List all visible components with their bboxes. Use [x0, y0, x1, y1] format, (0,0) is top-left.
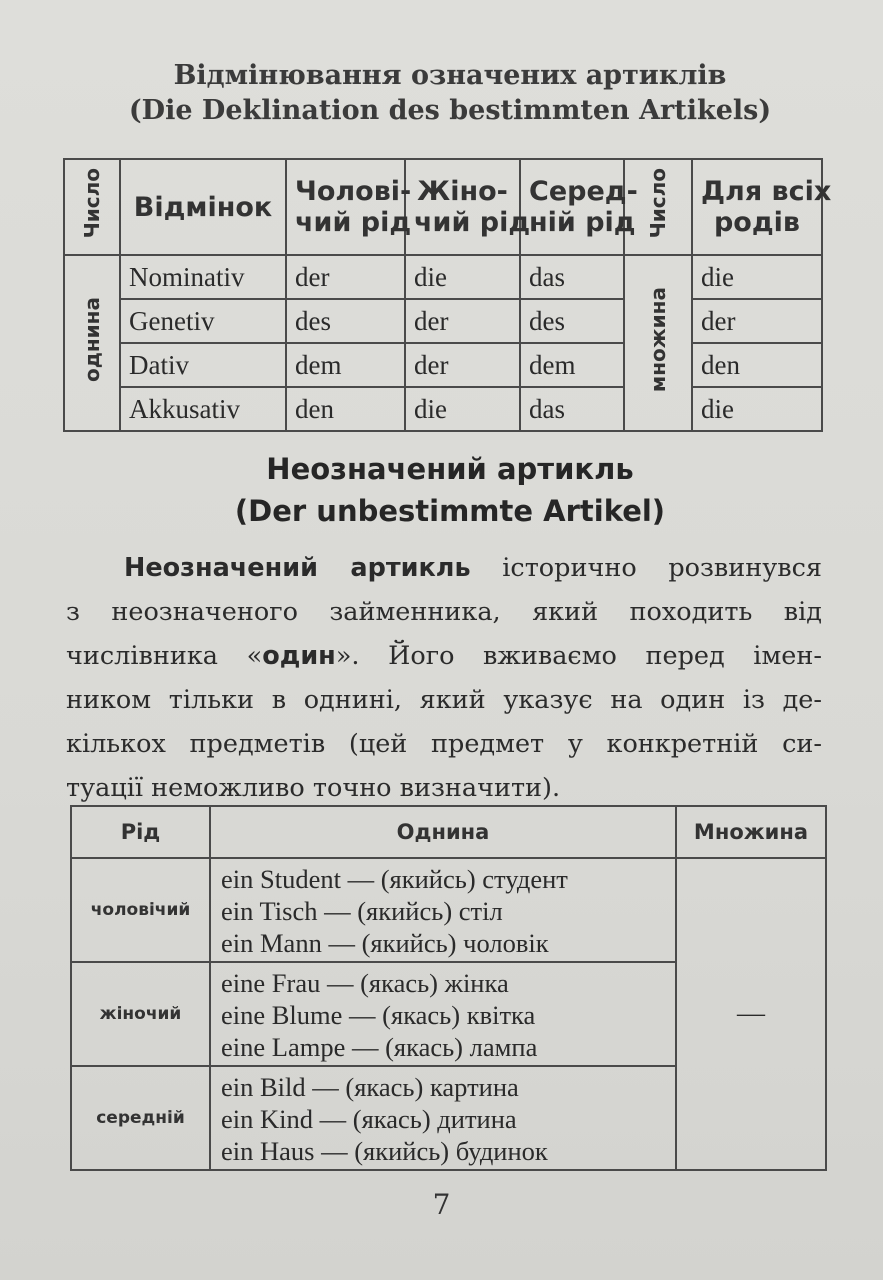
header-feminine-l1: Жіно- [417, 176, 508, 207]
example-line: ein Kind — (якась) дитина [221, 1104, 517, 1134]
bold-term: Неозначений артикль [124, 553, 471, 583]
example-line: eine Frau — (якась) жінка [221, 968, 509, 998]
example-line: ein Mann — (якийсь) чоловік [221, 928, 549, 958]
masculine-cell: des [286, 299, 405, 343]
gender-cell: чоловічий [71, 858, 210, 962]
paragraph-text: історично розвинувся [470, 553, 823, 583]
header-feminine-l2: чий рід [414, 207, 531, 238]
case-cell: Akkusativ [120, 387, 286, 431]
header-gender: Рід [71, 806, 210, 858]
gender-cell: середній [71, 1066, 210, 1170]
header-all-genders-l2: родів [713, 207, 801, 238]
gender-cell: жіночий [71, 962, 210, 1066]
plural-dash-cell: — [676, 858, 826, 1170]
header-masculine [286, 159, 412, 255]
feminine-cell: die [405, 255, 520, 299]
table-row [64, 387, 822, 431]
table-row [64, 255, 822, 299]
feminine-cell: die [405, 387, 520, 431]
plural-cell: die [692, 255, 822, 299]
plural-cell: die [692, 387, 822, 431]
header-masculine-l2: чий рід [295, 207, 412, 238]
example-line: ein Student — (якийсь) студент [221, 864, 568, 894]
page-title-line2: (Die Deklination des bestimmten Artikels) [128, 95, 772, 126]
page-number: 7 [432, 1188, 451, 1221]
masculine-cell: der [286, 255, 405, 299]
plural-cell: der [692, 299, 822, 343]
masculine-cell: den [286, 387, 405, 431]
case-cell: Nominativ [120, 255, 286, 299]
table-row [64, 343, 822, 387]
header-neuter-l2: ній рід [529, 207, 636, 238]
paragraph-text: ». Його вживаємо перед імен- [335, 641, 823, 671]
paragraph-line: кількох предметів (цей предмет у конкретній си- [66, 729, 822, 759]
header-number: Число [80, 168, 104, 239]
header-neuter [520, 159, 638, 255]
paragraph-line: з неозначеного займенника, який походить від [66, 597, 822, 627]
singular-label-cell [64, 255, 120, 431]
case-cell: Dativ [120, 343, 286, 387]
case-cell: Genetiv [120, 299, 286, 343]
section-heading-line2: (Der unbestimmte Artikel) [234, 494, 666, 528]
examples-cell [210, 1066, 676, 1170]
header-plural: Множина [676, 806, 826, 858]
neuter-cell: das [520, 387, 624, 431]
paragraph-line [66, 634, 822, 678]
section-heading-line1: Неозначений артикль [266, 452, 634, 486]
feminine-cell: der [405, 343, 520, 387]
paragraph-line: туації неможливо точно визначити). [66, 773, 561, 803]
header-singular: Однина [210, 806, 676, 858]
page-title-line1: Відмінювання означених артиклів [173, 60, 727, 91]
header-masculine-l1: Чолові- [295, 176, 412, 207]
header-number2: Число [646, 168, 670, 239]
header-case: Відмінок [120, 159, 286, 255]
header-neuter-l1: Серед- [529, 176, 638, 207]
examples-cell [210, 858, 676, 962]
plural-cell: den [692, 343, 822, 387]
masculine-cell: dem [286, 343, 405, 387]
table-header-row [71, 806, 826, 858]
example-line: ein Haus — (якийсь) будинок [221, 1136, 548, 1166]
examples-cell [210, 962, 676, 1066]
bold-word: один [262, 641, 336, 671]
header-all-genders [692, 159, 832, 255]
example-line: eine Blume — (якась) квітка [221, 1000, 536, 1030]
neuter-cell: dem [520, 343, 624, 387]
header-all-genders-l1: Для всіх [701, 176, 832, 207]
neuter-cell: das [520, 255, 624, 299]
table-row [71, 858, 826, 962]
definite-article-table [63, 158, 832, 432]
example-line: eine Lampe — (якась) лампа [221, 1032, 538, 1062]
feminine-cell: der [405, 299, 520, 343]
table-row [64, 299, 822, 343]
paragraph-line: ником тільки в однині, який указує на один із де- [66, 685, 822, 715]
plural-label: множина [646, 286, 670, 393]
header-feminine [405, 159, 531, 255]
table-header-row [64, 159, 822, 255]
body-paragraph [66, 546, 822, 810]
plural-label-cell [624, 255, 692, 431]
example-line: ein Tisch — (якийсь) стіл [221, 896, 503, 926]
paragraph-line [66, 546, 822, 590]
example-line: ein Bild — (якась) картина [221, 1072, 519, 1102]
neuter-cell: des [520, 299, 624, 343]
header-number-cell [64, 159, 120, 255]
indefinite-article-table [70, 805, 827, 1171]
singular-label: однина [80, 296, 104, 383]
paragraph-text: числівника « [66, 641, 263, 671]
